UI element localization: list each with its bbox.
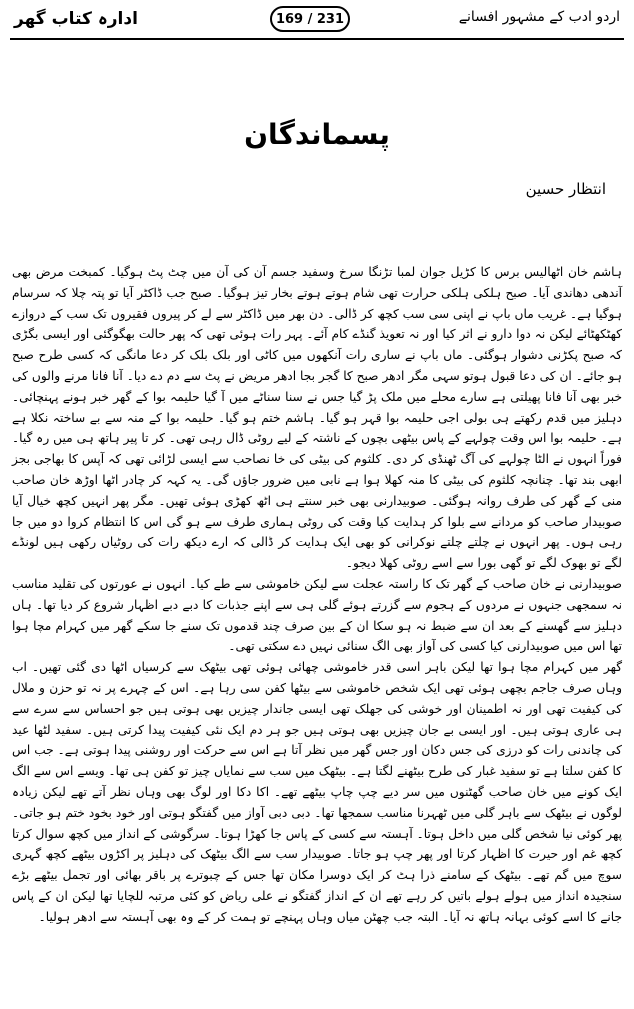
page-indicator: 169 / 231 bbox=[270, 6, 350, 32]
paragraph: ہاشم خان اٹھالیس برس کا کڑیل جوان لمبا تڑنگا سرخ وسفید جسم آن کی آن میں چٹ پٹ ہوگیا۔ کمبخت مرض بھی آندھی دھاندی آیا۔ صبح ہلکی ہلکی حرارت تھی شام ہوتے ہوتے بخار تیز ہوگیا۔ صبح جب ڈاکٹر آیا تو پتہ چلا کہ سرسام ہوگیا ہے۔ غریب ماں باپ نے اپنی سی سب کچھ کر ڈالی۔ دن بھر میں ڈاکٹر سے لے کر پیروں فقیروں تک سب کے دروازے کھٹکھٹائے لیکن نہ دوا دارو نے اثر کیا اور نہ تعویذ گنڈے کام آئے۔ پہر رات ہوئی تھی کہ پھر حالت بھگوگئی اور ایسی بگڑی کہ صبح پکڑنی دشوار ہوگئی۔ ماں باپ نے ساری رات آنکھوں میں کاٹی اور بلک بلک کر دعا مانگی کہ کسی طرح صبح ہو جائے۔ ان کی دعا قبول ہوتو سہی مگر ادھر صبح کا گجر بجا ادھر مریض نے پٹ سے دم دے دیا۔ آنا فانا مرنے والوں کی خبر بھی آنا فانا پھیلتی ہے سارے محلے میں ملک پڑ گیا جس نے سنا سناٹے میں آ گیا حلیمہ بوا کے گھر خبر ہونے پہنچائی۔ دہلیز میں قدم رکھتے ہی بولی اجی حلیمہ بوا قہر ہو گیا۔ ہاشم ختم ہو گیا۔ حلیمہ بوا کے منہ سے بے ساختہ نکلا ہے ہے۔ حلیمہ بوا اس وقت چولہے کے پاس بیٹھی بچوں کے ناشتہ کے لیے روٹی ڈال رہی تھی۔ کر تا پیر ہاتھ ہی میں رہ گیا۔ فوراً انہوں نے الٹا چولہے کی آگ ٹھنڈی کر دی۔ کلثوم کی بیٹی کی خا نصاحب سے ایسی لڑائی تھی کہ آپس کا بھاجی بجز ابھی بند تھا۔ چنانچہ کلثوم کی بیٹی کا منہ کھلا ہوا ہے نابی میں ضرور جاؤں گی۔ یہ کہہ کر چادر اٹھا اوڑھ خان صاحب منی کے گھر کی طرف روانہ ہوگئی۔ صوبیدارنی بھی خبر سنتے ہی اٹھ کھڑی ہوئی تھیں۔ مگر پھر انہیں کچھ خیال آیا صوبیدار صاحب کو مردانے سے بلوا کر ہدایت کیا وقت کی روٹی ہماری طرف سے ہو گی اس کا انتظام کروا دو میں جا رہی ہوں۔ پھر انہوں نے چلتے چلتے نوکرانی کو بھی ایک ہدایت کر ڈالی کہ ارے دیکھ رات کی روٹیاں رکھی ہیں لونڈے لگے تو بھوک لگے تو گھی بورا سے اسے روٹی کھلا دیجو۔ bbox=[12, 265, 622, 571]
page-header bbox=[0, 0, 634, 40]
story-author: انتظار حسین bbox=[525, 180, 606, 198]
book-title: اردو ادب کے مشہور افسانے bbox=[458, 9, 620, 25]
story-title: پسماندگان bbox=[244, 118, 390, 151]
paragraph: گھر میں کہرام مچا ہوا تھا لیکن باہر اسی قدر خاموشی چھائی ہوئی تھی بیٹھک سے کرسیاں اٹھا دی گئی تھیں۔ اب وہاں صرف جاجم بچھی ہوئی تھی ایک شخص خاموشی سے بیٹھا کفن سی رہا ہے۔ اس کے چہرے پر نہ تو حزن و ملال کی کیفیت تھی اور نہ اطمینان اور خوشی کی جھلک تھی ایسی جاندار چیزیں بھی ہوتی ہیں جو احساس سے سرے سے ہی عاری ہوتی ہیں۔ اور ایسی بے جان چیزیں بھی ہوتی ہیں جو ہر دم ایک نئی کیفیت پیدا کرتی ہیں۔ سفید لٹھا عید کی چاندنی رات کو درزی کی جس دکان اور جس گھر میں نظر آتا ہے اس سے حرکت اور روشنی پیدا ہوتی ہے۔ جب اس کا کفن سلتا ہے تو سفید غبار کی طرح بیٹھنے لگتا ہے۔ بیٹھک میں سب سے نمایاں چیز تو کفن ہی تھا۔ ویسے اس سے الگ ایک کونے میں خان صاحب گھٹنوں میں سر دیے چپ چاپ بیٹھے تھے۔ اکا دکا اور لوگ بھی وہاں نظر آتے تھے لیکن زیادہ لوگوں نے بیٹھک سے باہر گلی میں ٹھہرنا مناسب سمجھا تھا۔ دبی دبی آواز میں گفتگو ہوتی اور خود بخود ختم ہو جاتی۔ پھر کوئی نیا شخص گلی میں داخل ہوتا۔ آہستہ سے کسی کے پاس جا کھڑا ہوتا۔ سرگوشی کے انداز میں کچھ سوال کرتا کچھ غم اور حیرت کا اظہار کرتا اور پھر چپ ہو جاتا۔ صوبیدار سب سے الگ بیٹھک کی دہلیز پر اکڑوں بیٹھے کچھ گہری سوچ میں گم تھے۔ بیٹھک کے سامنے ذرا ہٹ کر ایک دوسرا مکان تھا جس کے چبوترے پر باقر بھائی اور تجمل بیٹھے بڑے سنجیدہ انداز میں ہولے ہولے باتیں کر رہے تھے ان کے انداز گفتگو نے علی ریاض کو کئی مرتبہ للچایا تھا لیکن ان کے پاس جانے کا اسے کوئی بہانہ ہاتھ نہ آیا۔ البتہ جب چھٹن میاں وہاں پہنچے تو ہمت کر کے وہ بھی آہستہ سے ادھر ہولیا۔ bbox=[12, 660, 622, 924]
header-divider bbox=[10, 38, 624, 40]
publisher-name: ادارہ کتاب گھر bbox=[14, 9, 138, 29]
story-body bbox=[12, 262, 622, 928]
paragraph: صوبیدارنی نے خان صاحب کے گھر تک کا راستہ عجلت سے لیکن خاموشی سے طے کیا۔ انہوں نے عورتوں کی تقلید مناسب نہ سمجھی جنہوں نے مردوں کے ہجوم سے گزرتے ہوئے گلی ہی سے اپنے جذبات کا دبے دبے اظہار شروع کر دیا تھا۔ ہاں دہلیز سے گھسنے کے بعد ان سے ضبط نہ ہو سکا ان کے بین صرف چند قدموں تک سنے جا سکے گھر میں کہرام مچا ہوا تھا اس میں صوبیدارنی کیا کسی کی آواز بھی الگ سنائی نہیں دے سکتی تھی۔ bbox=[12, 576, 622, 654]
